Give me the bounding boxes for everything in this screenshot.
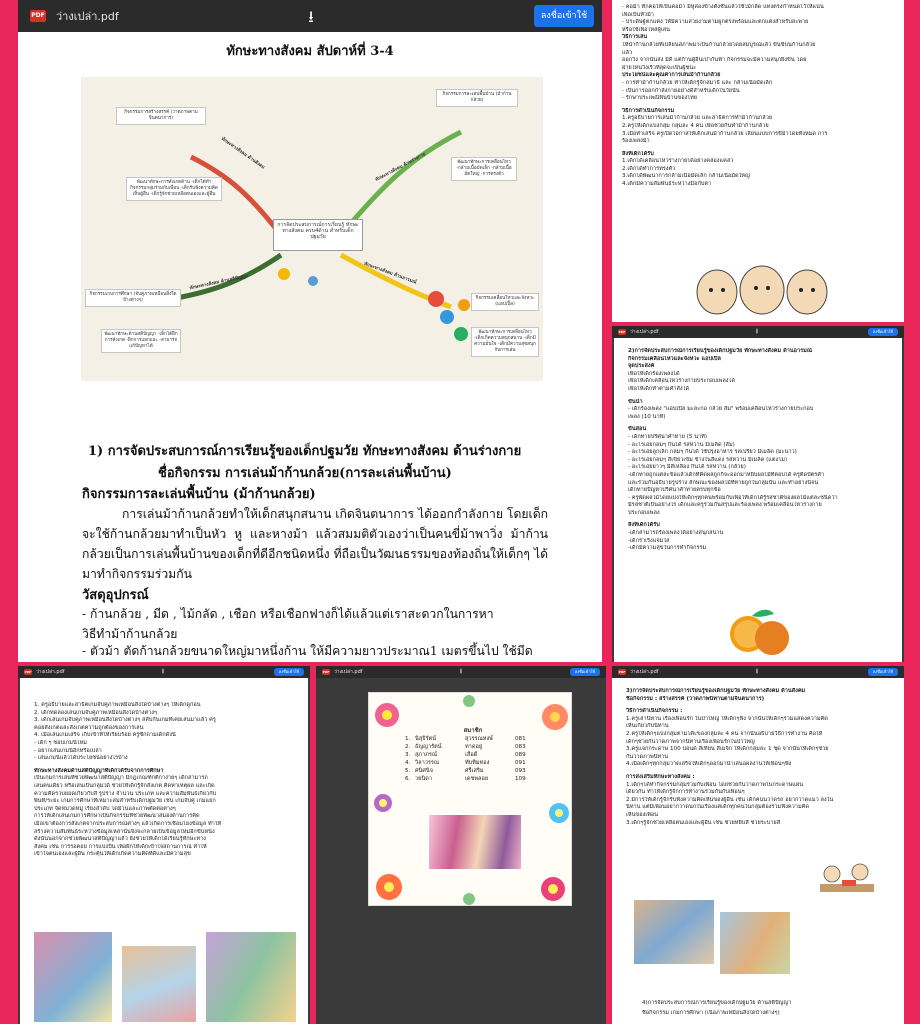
text-line: ชื่อกิจกรรม : สร้างสรรค์ (วาดภาพนิทานตามจินตนาการ)	[626, 695, 765, 702]
section-heading-3: กิจกรรมการละเล่นพื้นบ้าน (ม้าก้านกล้วย)	[82, 487, 316, 502]
member-row	[405, 743, 545, 751]
member-surname: เสือดี	[465, 752, 478, 758]
text-line: 3.เมื่อทำเสร็จ ครูเปิดโอกาสให้เด็กเล่นม้าก้านกล้วย เลียนแบบการขี่ม้าโดยทั้งหมด การ	[622, 130, 828, 137]
file-name: ว่างเปล่า.pdf	[630, 329, 659, 335]
member-id: 093	[515, 768, 526, 774]
text-line: แล้ว	[622, 49, 633, 56]
text-line: เมื่อเขาต้องการสังเกตจากประสบการณ์ต่างๆ แล้วเกิดการเชื่อมโยงข้อมูล ทำให้	[34, 820, 222, 827]
classroom-photo-2	[122, 946, 196, 1022]
member-id: 081	[515, 736, 526, 742]
text-line: 2.ครูให้เด็กแบ่งกลุ่ม กลุ่มละ 4 คน เพื่อช่วยกันทำม้าก้านกล้วย	[622, 122, 769, 129]
bottom-left-viewer	[18, 666, 310, 1024]
text-line: -เด็กสามารถร้องเพลงได้อย่างสนุกสนาน	[628, 530, 724, 537]
text-line: เข้าใจตนเองและผู้อื่น กระตุ้นให้เด็กเกิดความคิดที่ดีและมีความสุข	[34, 851, 191, 858]
member-surname: ทับทิมทอง	[465, 760, 490, 766]
text-line: ให้นำก้านกล้วยที่เปลี่ยนสภาพมาเป็นก้านกล้วยโดยสมบูรณ์แล้ว ขึ้นขี่บนก้านกล้วย	[622, 41, 816, 48]
mindmap-box-physical: กิจกรรมการละเล่นพื้นบ้าน (ม้าก้านกล้วย)	[436, 89, 518, 107]
text-line: 4. เมื่อเล่นเกมเสร็จ เก็บเข้าที่ให้เรียบร้อย ครูซักถามเด็กดังนี้	[34, 732, 176, 739]
branch-label-emotional: ทักษะทางสังคม ด้านอารมณ์	[363, 261, 418, 286]
bottom-mid-toolbar	[316, 666, 606, 678]
text-line: - เด็ก ๆ ชอบเกมนี้ไหม	[34, 739, 87, 746]
login-button[interactable]: ลงชื่อเข้าใช้	[274, 668, 304, 676]
member-no: 1.	[405, 736, 411, 742]
right-top-text	[622, 4, 898, 189]
text-line: ออกวิ่ง จากนั้นส่ง มีดี แต่ก้านผู้อื่นเป่ากั้นฟ้า กิจกรรมจะมีความสนุกยิ่งขึ้น โดย	[622, 57, 807, 64]
text-line: เพลง (10 นาที)	[628, 413, 666, 420]
text-line: เห็นเกี่ยวกับนิทาน	[626, 723, 669, 730]
text-line: 3)การจัดประสบการณ์การเรียนรู้ของเด็กปฐมวัย ทักษะทางสังคม ด้านสังคม	[626, 688, 806, 694]
text-line: ความคิดรวบยอดเกี่ยวกับสี รูปร่าง จำนวน ประเภท และความสัมพันธ์เกี่ยวกับ	[34, 790, 217, 797]
method-line-1: - ตัวม้า ตัดก้านกล้วยขนาดใหญ่มาหนึ่งก้าน ให้มีความยาวประมาณ1 เมตรขึ้นไป ใช้มีด	[82, 644, 533, 658]
text-line: ฝ่ายไหนวิ่งเร็วที่สุดจะเป็นผู้ชนะ	[622, 64, 697, 71]
branch-label-intellect: ทักษะทางสังคม ด้านสติปัญญา	[189, 274, 249, 292]
file-name: ว่างเปล่า.pdf	[630, 669, 659, 675]
text-line: เพื่อเป็นหัวม้า	[622, 11, 654, 18]
text-line: เป็นเกมการเล่นที่ช่วยพัฒนาสติปัญญา มีกฎเกณฑ์กติกาง่ายๆ เด็กสามารถ	[34, 775, 208, 782]
mindmap-center: การจัดประสบการณ์การเรียนรู้ ทักษะทางสังคม ครบ4ด้าน สำหรับเด็กปฐมวัย	[273, 219, 363, 251]
text-line: -เด็กมีความสุขในการทำกิจกรรม	[628, 545, 707, 552]
text-line: 2. เด็กทดลองเล่นเกมจับคู่ภาพเหมือนสิ่งใดบ้างต่างๆ	[34, 709, 158, 716]
text-line: วิธีการดำเนินกิจกรรม	[622, 107, 675, 114]
member-surname: ศรีเสริม	[465, 768, 484, 774]
file-name: ว่างเปล่า.pdf	[56, 10, 119, 23]
mindmap-box-emotional: กิจกรรมเคลื่อนไหวและจังหวะ (แอปเปิ้ล)	[471, 293, 539, 311]
text-line: ประกอบเพลง	[628, 509, 660, 516]
text-line: เล่นคนเดียว หรือเล่นเป็นกลุ่มได้ ช่วยให้เด็กรู้จักสังเกต คิดหาเหตุผล และเกิด	[34, 782, 215, 789]
materials-line-1: - ก้านกล้วย , มีด , ไม้กลัด , เชือก หรือเชือกฟางก็ได้แล้วแต่เราสะดวกในการหา	[82, 607, 494, 621]
member-surname: สุวรรณหงษ์	[465, 736, 493, 742]
text-line: เพื่อให้เด็กทำตามคำสั่งได้	[628, 385, 690, 392]
footer-heading-4: 4)การจัดประสบการณ์การเรียนรู้ของเด็กปฐมวัย ด้านสติปัญญา	[642, 1000, 792, 1006]
kids-drawing-illustration	[812, 854, 882, 904]
pdf-icon: PDF	[30, 10, 46, 22]
text-line: -เด็กร่าเริงแจ่มใส	[628, 537, 670, 544]
member-id: 089	[515, 752, 526, 758]
text-line: จุดประสงค์	[628, 363, 655, 370]
text-line: - อะไรเอ่ยลูกเล็ก กลมๆ กินได้ ใช้ปรุงอาหาร รสเปรี้ยว มีเมล็ด (มะนาว)	[628, 449, 797, 456]
text-line: - ประดิษฐ์ตกแต่ง ให้มีความสวยงามตามผูกตรงพร้อมและตกแต่งสำหรับสะพาย	[622, 19, 809, 26]
text-line: เพื่อให้เด็กเคลื่อนไหวร่างกายประกอบเพลงได้	[628, 378, 735, 385]
section-heading-2: ชื่อกิจกรรม การเล่นม้าก้านกล้วย(การละเล่นพื้นบ้าน)	[158, 466, 452, 481]
text-line: 1.เด็กๆได้ทำกิจกรรมกลุ่มร่วมกับเพื่อน โดยช่วยกันวาดภาพในกระดาษแผ่น	[626, 781, 804, 788]
text-line: - อะไรเอ่ยกลมๆ สีเขียวเข้ม ข้างในสีแดง รสหวาน มีเมล็ด (แตงโม)	[628, 456, 788, 463]
text-line: ขั้นสอน	[628, 426, 647, 433]
text-line: ร้องเพลงม้า	[622, 138, 650, 145]
member-name: วิลาวรรณ	[415, 760, 440, 766]
member-row	[405, 735, 545, 743]
bottom-right-toolbar	[612, 666, 904, 678]
download-icon[interactable]: ⭳	[161, 667, 165, 675]
text-line: 3.ครูแจกกระดาษ 100 ปอนด์ สีเทียน สีเมจิก ให้เด็กกลุ่มละ 1 ชุด จากนั้นให้เด็กๆช่วย	[626, 746, 829, 753]
activity-photo-1	[634, 900, 714, 964]
text-line: วิธีการเล่น	[622, 34, 648, 41]
text-line: - เล่นเกมนี้แล้วได้ประโยชน์อย่างไรบ้าง	[34, 755, 128, 762]
text-line: -เด็กทายถูกแต่ละข้อแล้วเด็กทีคิดผลถูกก็จะออกมาหยิบผลไม้ที่ตอบได้ ครูติดบัตรคำ	[628, 471, 825, 478]
text-line: 1. ครูอธิบายและสาธิตเกมจับคู่ภาพเหมือนสิ่งใดบ้างต่างๆ ให้เด็กดูก่อน	[34, 702, 201, 708]
main-pdf-viewer	[18, 0, 602, 662]
member-no: 6.	[405, 776, 411, 782]
text-line: 2.เด็กได้ทำการทรงตัว	[622, 165, 676, 172]
member-no: 2.	[405, 744, 411, 750]
text-line: - ครูพัดผลไม้โดยแบ่งให้เด็กๆทุกคนพร้อมกับเพื่อให้เด็กได้รู้รสชาติของผลไม้แต่ละชนิดว่า	[628, 494, 838, 501]
text-line: การส่งเสริมทักษะทางสังคม :	[626, 773, 695, 780]
section-heading-1: 1) การจัดประสบการณ์การเรียนรู้ของเด็กปฐมวัย ทักษะทางสังคม ด้านร่างกาย	[88, 444, 522, 459]
member-name: สุภาภรณ์	[415, 752, 438, 758]
method-heading: วิธีทำม้าก้านกล้วย	[82, 627, 178, 641]
bottom-mid-viewer	[316, 666, 606, 1024]
text-line: พื้นที่/ระยะ เกมการศึกษาที่เหมาะสมสำหรับเด็กปฐมวัย เช่น เกมจับคู่ เกมแยก	[34, 798, 216, 805]
text-line: 1.ครูอธิบายการเล่นม้าก้านกล้วย และสาธิตการทำม้าก้านกล้วย	[622, 115, 773, 122]
text-line: - อะไรเอ่ยยาวๆ มีสีเหลือง กินได้ รสหวาน (กล้วย)	[628, 464, 746, 471]
right-mid-text	[628, 348, 898, 553]
text-line: ขั้นนำ	[628, 398, 643, 405]
text-line: เด็กทายปัญหาปริศนาคำทายครบทุกข้อ	[628, 487, 721, 494]
footer-activity-name: ชื่อกิจกรรม เกมการศึกษา (เนื้อภาพเหมือนสิ่งใดบ้างต่างๆ)	[642, 1010, 780, 1016]
text-line: - รักษาประเพณีพื้นบ้านของไทย	[622, 95, 698, 102]
pdf-icon: PDF	[618, 330, 626, 334]
member-no: 3.	[405, 752, 411, 758]
text-line: 4.เด็กมีความสัมพันธ์ระหว่างมือกับตา	[622, 181, 712, 188]
bottom-left-text	[34, 702, 304, 859]
orange-image	[722, 604, 794, 660]
text-line: 4.เมื่อเด็กๆทุกกลุ่มวาดเสร็จให้เด็กๆออกมานำเสนอผลงานให้เพื่อนๆฟัง	[626, 761, 792, 768]
mindmap-box-physical-detail: พัฒนาทักษะการเคลื่อนไหว -กล้ามเนื้อมัดเล็ก -กล้ามเนื้อมัดใหญ่ -การทรงตัว	[451, 157, 517, 181]
text-line: สังคม เช่น การรอคอย การแบ่งปัน เพื่อฝึกให้เด็กเข้าใจสถานการณ์ ทำให้	[34, 843, 207, 850]
page-title: ทักษะทางสังคม สัปดาห์ที่ 3-4	[226, 44, 394, 59]
text-line: เพื่อให้เด็กร้องเพลงได้	[628, 370, 680, 377]
text-line: 2.มีการให้เด็กรู้จักรับฟังความคิดเห็นของผู้อื่น เช่น เด็กคนนวาดรถ อยากวาดแมว ลงใน	[626, 796, 834, 803]
mindmap-box-social-detail: พัฒนาทักษะการสังเกตด้าน -เด็กได้ทำกิจกรรมกลุ่มร่วมกับเพื่อน -เด็กรับฟังความคิดเห็นผู้อื่น -เด็กรู้จักช่วยเหลือตนเองและผู้อื่น	[126, 177, 222, 201]
member-no: 4.	[405, 760, 411, 766]
text-line: นิทาน แต่มีเพื่อนอยากวาดนกในเรื่องแต่เด็กทุกคนในกลุ่มต้องร่วมฟังความคิด	[626, 804, 810, 811]
pdf-page	[18, 32, 602, 662]
member-name: ธัญญารัตน์	[415, 744, 442, 750]
text-line: 3.เด็กๆรู้จักช่วยเหลือตนเองและผู้อื่น เช่น ช่วยหยิบสี ช่วยระบายสี	[626, 819, 781, 826]
classroom-photo-3	[206, 932, 296, 1022]
text-line: วิธีการดำเนินกิจกรรม :	[626, 708, 683, 715]
members-cover-page	[368, 692, 572, 906]
right-mid-viewer	[612, 326, 904, 662]
download-icon[interactable]: ⭳	[755, 327, 759, 335]
pdf-icon: PDF	[618, 670, 626, 674]
text-line: เดียวกัน ทำให้เด็กรู้จักการทำงานร่วมกันกับเพื่อนๆ	[626, 789, 745, 796]
text-line: - เด็กทายปริศนาคำทาย (5 นาที)	[628, 433, 708, 440]
text-line: เห็นของเพื่อน	[626, 811, 659, 818]
bottom-right-page	[612, 666, 904, 1024]
member-row	[405, 751, 545, 759]
children-illustration	[687, 260, 837, 320]
branch-label-physical: ทักษะทางสังคม ด้านร่างกาย	[374, 152, 427, 183]
viewer-toolbar	[18, 0, 602, 32]
text-line: ประโยชน์และคุณค่าการเล่นม้าก้านกล้วย	[622, 72, 721, 79]
login-button[interactable]: ลงชื่อเข้าใช้	[868, 328, 898, 336]
member-no: 5.	[405, 768, 411, 774]
download-icon[interactable]: ⭳	[755, 667, 759, 675]
download-icon[interactable]: ⭳	[308, 7, 314, 26]
pdf-icon: PDF	[322, 670, 330, 674]
text-line: - อยากเล่นเกมนี้อีกหรือเปล่า	[34, 747, 102, 754]
text-line: ประเภท จัดหมวดหมู่ เรียงลำดับ โดมิโนและภาพตัดต่อต่างๆ	[34, 805, 176, 812]
mindmap-box-emotional-detail: พัฒนาทักษะการเคลื่อนไหว -เด็กเกิดความสนุกสนาน -เด็กมีความมั่นใจ -เด็กมีความสุขสนุกกับการเล่น	[471, 327, 539, 357]
login-button[interactable]: ลงชื่อเข้าใช้	[534, 5, 594, 27]
member-name: นิสุธิรัตน์	[415, 736, 437, 742]
text-line: การให้เด็กเล่นเกมการศึกษาเป็นกิจกรรมที่ช่วยพัฒนาสมองด้านการคิด	[34, 813, 200, 820]
text-line: - คอม้า ทักคอให้เป็นคอม้า มีหูสองข้างตั้งชันแล้วใช้ไม้กลัด แทงตรงกำหนดไว้ให้แน่น	[622, 4, 824, 10]
text-line: 1.เด็กได้เคลื่อนไหวร่างกายได้อย่างคล่องแคล่ว	[622, 158, 734, 165]
text-line: - การทำม้าก้านกล้วย ทำให้เด็กรู้จักสมาธิ และ กล้ามเนื้อมัดเล็ก	[622, 79, 773, 86]
right-top-page	[612, 0, 904, 322]
member-id: 083	[515, 744, 526, 750]
branch-label-social: ทักษะทางสังคม ด้านสังคม	[219, 136, 266, 171]
member-surname: เดชพลอย	[465, 776, 489, 782]
right-mid-page	[614, 338, 902, 662]
text-line: กันวาดภาพนิทาน	[626, 753, 669, 760]
bottom-right-text	[626, 688, 896, 827]
member-row	[405, 759, 545, 767]
text-line: ดังนั้นนอกจากช่วยพัฒนาสติปัญญาแล้ว ยังช่วยให้เด็กได้เรียนรู้ทักษะทาง	[34, 836, 206, 843]
text-line: - เป็นการออกกำลังกายอย่างดีสำหรับเด็กในวัยนั้น	[622, 87, 740, 94]
file-name: ว่างเปล่า.pdf	[334, 669, 363, 675]
text-line: กิจกรรมเคลื่อนไหวและจังหวะ แอปเปิ้ล	[628, 355, 721, 362]
member-surname: ทาดอยู่	[465, 744, 483, 750]
text-line: คอยสังเกตและสังเกตความถูกต้องของการเล่น	[34, 724, 144, 731]
mindmap-box-social: กิจกรรมการสร้างสรรค์ (วาดภาพตามจินตนาการ)	[116, 107, 206, 125]
text-line: และร่วมกันอธิบายรูปร่าง ลักษณะของผลไม้ที่ทายถูกในกลุ่มนั้น และทำอย่างนี้จน	[628, 479, 819, 486]
text-line: 2)การจัดประสบการณ์การเรียนรู้ของเด็กปฐมวัย ทักษะทางสังคม ด้านอารมณ์	[628, 348, 813, 354]
text-line: สิ่งที่เด็กได้รับ	[628, 522, 660, 529]
login-button[interactable]: ลงชื่อเข้าใช้	[868, 668, 898, 676]
text-line: 3.เด็กได้พัฒนาการกล้ามเนื้อมัดเล็ก กล้ามเนื้อมัดใหญ่	[622, 173, 750, 180]
text-line: มีรสชาติเป็นอย่างไร เด็กและครูร่วมกันสรุปและร้องเพลง พร้อมเคลื่อนไหวร่างกาย	[628, 502, 822, 509]
activity-photo-2	[720, 912, 790, 974]
download-icon[interactable]: ⭳	[459, 667, 463, 675]
member-row	[405, 767, 545, 775]
members-title: สมาชิก	[463, 727, 483, 734]
mindmap	[81, 77, 543, 381]
text-line: ทักษะทางสังคมด้านสติปัญญาที่เด็กได้รับจากการศึกษา	[34, 767, 164, 774]
text-line: - เด็กร้องเพลง "แอปเปิ้ล มะละกอ กล้วย ส้ม" พร้อมเคลื่อนไหวร่างกายประกอบ	[628, 406, 814, 413]
members-list	[405, 735, 545, 783]
text-line: หรือใช้เพื่อไหล่ผู้เล่น	[622, 26, 670, 33]
text-line: 1.ครูเล่านิทาน เรื่องเพื่อนรัก ในป่าใหญ่ ให้เด็กๆฟัง จากนั้นให้เด็กๆร่วมแสดงความคิด	[626, 715, 828, 722]
materials-heading: วัสดุอุปกรณ์	[82, 588, 149, 603]
right-mid-toolbar	[612, 326, 904, 338]
group-photo	[427, 813, 523, 871]
text-line: สิ่งที่เด็กได้รับ	[622, 150, 654, 157]
member-name: ศนิศนิจ	[415, 768, 434, 774]
text-line: - อะไรเอ่ยกลมๆ กินได้ รสหวาน มีเมล็ด (ส้ม)	[628, 441, 735, 448]
text-line: สร้างความสัมพันธ์ระหว่างข้อมูลเหล่านั้นจึงจะกลายเป็นข้อมูลใหม่อีกขั้นหนึ่ง	[34, 828, 215, 835]
bottom-left-page	[20, 678, 308, 1024]
member-id: 109	[515, 776, 526, 782]
classroom-photo-1	[34, 932, 112, 1022]
member-id: 091	[515, 760, 526, 766]
bottom-left-toolbar	[18, 666, 310, 678]
member-row	[405, 775, 545, 783]
pdf-icon: PDF	[24, 670, 32, 674]
text-line: 2.ครูให้เด็กๆแบ่งกลุ่มตามโต๊ะของกลุ่มละ 4 คน จากนั้นอธิบายวิธีการทำงาน คือให้	[626, 730, 823, 737]
body-paragraph-1: การเล่นม้าก้านกล้วยทำให้เด็กสนุกสนาน เกิดจินตนาการ ได้ออกกำลังกาย โดยเด็กจะใช้ก้านกล้วยมาทำเป็นหัว หู และหางม้า แล้วสมมติตัวเองว่าเป็นคนขี่ม้าพาวิ่ง ม้าก้านกล้วยเป็นการเล่นพื้นบ้านของเด็กที่ดีอีกชนิดหนึ่ง ที่ถือเป็นวัฒนธรรมของท้องถิ่นให้เด็กๆ ได้มาทำกิจกรรมร่วมกัน	[82, 507, 548, 581]
mindmap-box-intellect-detail: พัฒนาทักษะด้านสติปัญญา -เด็กได้ฝึกการสังเกต -ฝึกการแยกแยะ -สามารถแก้ปัญหาได้	[101, 329, 181, 353]
text-line: เด็กๆช่วยกันวาดภาพจากนิทานเรื่องเพื่อนรักในป่าใหญ่	[626, 738, 755, 745]
mindmap-box-intellect: กิจกรรมเกมการศึกษา (จับคู่ภาพเหมือนสิ่งใดบ้างต่างๆ)	[85, 289, 181, 307]
file-name: ว่างเปล่า.pdf	[36, 669, 65, 675]
login-button[interactable]: ลงชื่อเข้าใช้	[570, 668, 600, 676]
member-name: วยนิดา	[415, 776, 433, 782]
text-line: 3. เด็กเล่นเกมจับคู่ภาพเหมือนสิ่งใดบ้างต่างๆ สลับกันเกมที่เคยเล่นมาแล้ว ครู	[34, 717, 216, 724]
